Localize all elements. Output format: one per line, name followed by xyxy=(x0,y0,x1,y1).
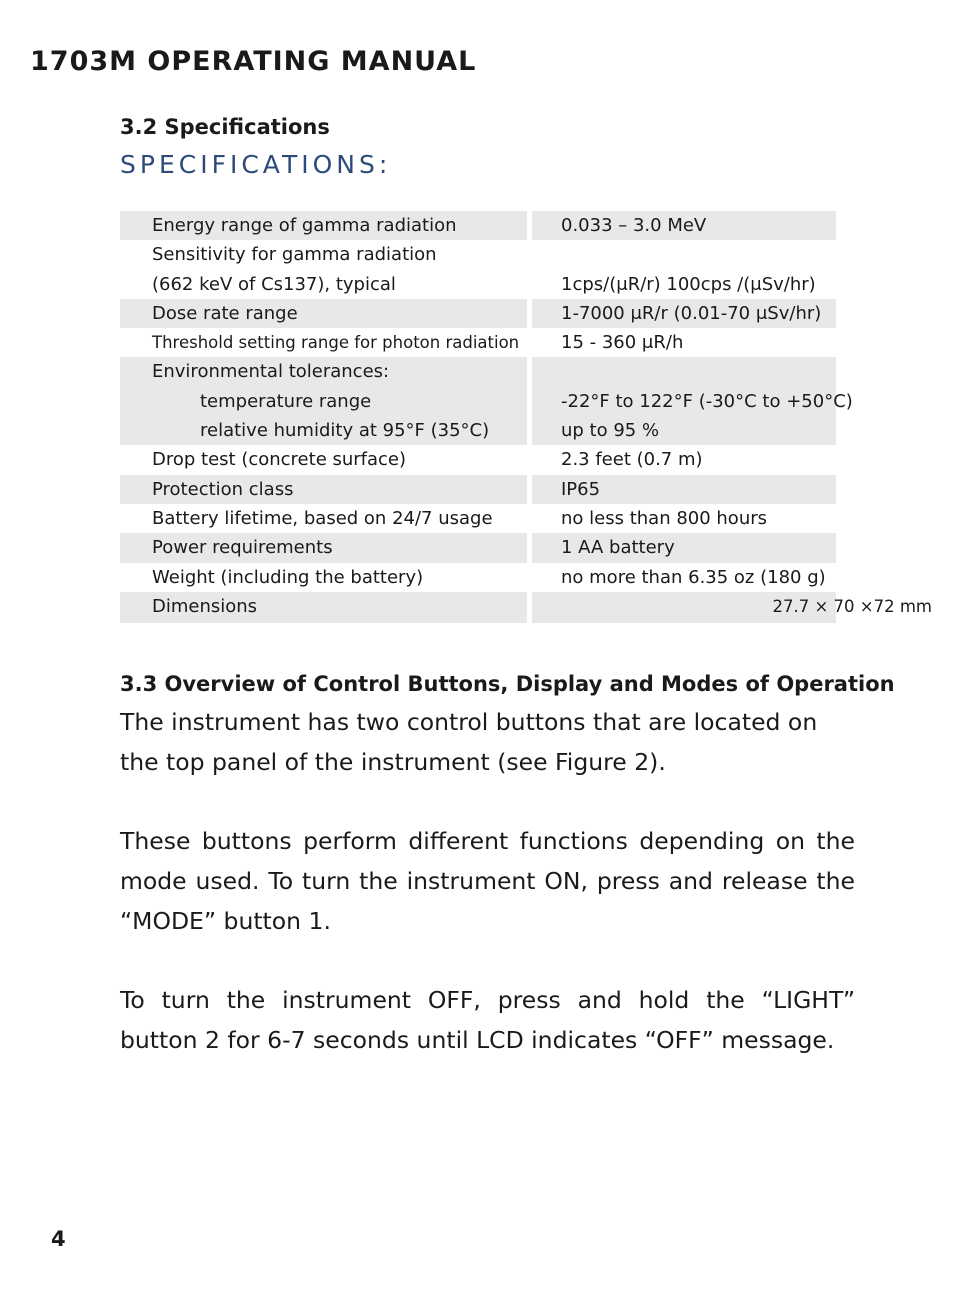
spec-value-cell xyxy=(532,504,836,533)
specifications-table xyxy=(120,211,932,623)
spec-value: up to 95 % xyxy=(561,420,660,442)
body-paragraph: The instrument has two control buttons that are located on the top panel of the instrument (see Figure 2). xyxy=(120,708,818,776)
spec-row-dimensions xyxy=(120,592,932,623)
section-heading-specifications: 3.2 Specifications xyxy=(120,115,330,139)
spec-value-cell xyxy=(532,445,836,474)
spec-label-cell xyxy=(120,357,527,445)
spec-label-cell xyxy=(120,211,527,240)
spec-value: 15 - 360 μR/h xyxy=(561,332,684,354)
spec-row-sensitivity xyxy=(120,240,836,299)
spec-row-power xyxy=(120,533,836,562)
spec-label: Protection class xyxy=(152,478,294,500)
spec-label-cell xyxy=(120,445,527,474)
spec-row-weight xyxy=(120,563,836,592)
spec-label-cell xyxy=(120,299,527,328)
spec-label-cell xyxy=(120,533,527,562)
spec-row-environmental xyxy=(120,357,853,445)
spec-label-cell xyxy=(120,240,527,299)
section-heading-control-buttons: 3.3 Overview of Control Buttons, Display and Modes of Operation xyxy=(120,672,895,696)
body-paragraph: These buttons perform different functions depending on the mode used. To turn the instrument ON, press and release the “MODE” button 1. xyxy=(120,827,855,935)
spec-value-cell xyxy=(532,592,932,623)
spec-row-dose-rate xyxy=(120,299,836,328)
spec-value: IP65 xyxy=(561,478,601,500)
spec-label: (662 keV of Cs137), typical xyxy=(152,273,396,295)
spec-value: 1cps/(μR/r) 100cps /(μSv/hr) xyxy=(561,273,816,295)
spec-value: no less than 800 hours xyxy=(561,507,768,529)
spec-label: Sensitivity for gamma radiation xyxy=(152,244,437,266)
spec-value-cell xyxy=(532,240,836,299)
spec-label: Threshold setting range for photon radiation xyxy=(152,333,520,353)
spec-label: Power requirements xyxy=(152,537,333,559)
spec-row-battery-lifetime xyxy=(120,504,836,533)
spec-value: 1-7000 μR/r (0.01-70 μSv/hr) xyxy=(561,302,822,324)
spec-value-cell xyxy=(532,211,836,240)
spec-label: Dimensions xyxy=(152,595,258,617)
spec-value-cell xyxy=(532,533,836,562)
spec-row-protection-class xyxy=(120,475,836,504)
spec-value-cell xyxy=(532,299,836,328)
spec-label: temperature range xyxy=(200,390,372,412)
spec-label-cell xyxy=(120,592,527,623)
spec-label-cell xyxy=(120,328,527,357)
body-paragraph: To turn the instrument OFF, press and hold the “LIGHT” button 2 for 6-7 seconds until LCD indicates “OFF” message. xyxy=(120,986,855,1054)
spec-value: no more than 6.35 oz (180 g) xyxy=(561,566,826,588)
manual-title: 1703M OPERATING MANUAL xyxy=(30,46,477,77)
spec-value: 1 AA battery xyxy=(561,537,675,559)
spec-label: Dose rate range xyxy=(152,302,298,324)
spec-label: Environmental tolerances: xyxy=(152,361,390,383)
spec-label-cell xyxy=(120,475,527,504)
spec-label: relative humidity at 95°F (35°C) xyxy=(200,420,490,442)
spec-value: 0.033 – 3.0 MeV xyxy=(561,215,707,236)
spec-value: -22°F to 122°F (-30°C to +50°C) xyxy=(561,390,853,412)
spec-row-threshold xyxy=(120,328,836,357)
spec-value-cell xyxy=(532,563,836,592)
spec-label: Drop test (concrete surface) xyxy=(152,449,407,471)
spec-value: 2.3 feet (0.7 m) xyxy=(561,449,703,471)
spec-value: 27.7 × 70 ×72 mm xyxy=(772,596,932,616)
spec-row-drop-test xyxy=(120,445,836,474)
specifications-caption: SPECIFICATIONS: xyxy=(120,150,392,179)
spec-label-cell xyxy=(120,563,527,592)
spec-value-cell xyxy=(532,357,853,445)
spec-label: Energy range of gamma radiation xyxy=(152,215,457,236)
page-number: 4 xyxy=(51,1227,66,1251)
spec-row-energy-range xyxy=(120,211,836,240)
spec-value-cell xyxy=(532,328,836,357)
spec-label: Battery lifetime, based on 24/7 usage xyxy=(152,507,493,529)
spec-label-cell xyxy=(120,504,527,533)
spec-value-cell xyxy=(532,475,836,504)
spec-label: Weight (including the battery) xyxy=(152,566,424,588)
